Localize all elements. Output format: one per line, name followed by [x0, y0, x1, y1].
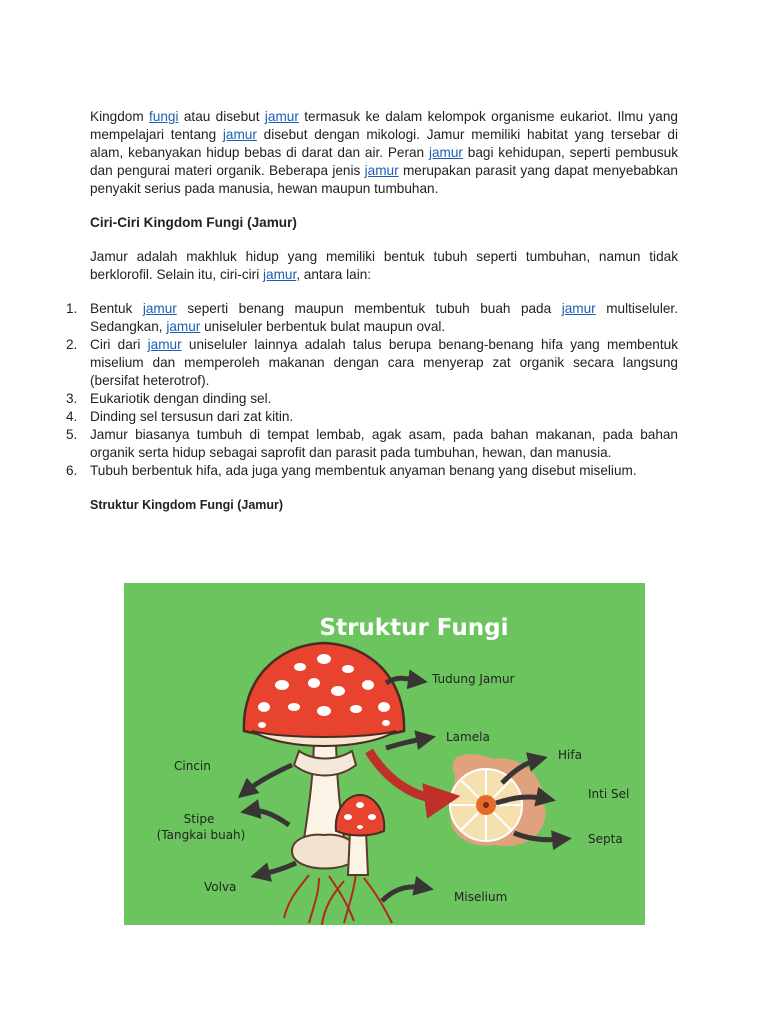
text: Jamur adalah makhluk hidup yang memiliki bentuk tubuh seperti tumbuhan, namun tidak berklorofil. Selain itu, ciri-ciri: [90, 249, 678, 282]
document-body: [66, 108, 679, 514]
label-septa: Septa: [588, 832, 623, 846]
link-jamur[interactable]: jamur: [364, 163, 399, 178]
small-cap: [336, 795, 384, 836]
text: bagi kehidupan, seperti pembusuk dan pengurai materi organik. Beberapa jenis: [90, 145, 678, 178]
list-number: 1.: [66, 301, 78, 316]
text: uniseluler lainnya adalah talus berupa benang-benang hifa yang membentuk miselium dan memperoleh makanan dengan cara menyerap zat organik secara langsung (bersifat heterotrof).: [90, 337, 678, 388]
text: disebut dengan mikologi. Jamur memiliki habitat yang tersebar di alam, kebanyakan hidup bebas di darat dan air. Peran: [90, 127, 679, 160]
text: Ciri dari: [90, 337, 148, 352]
ciri-paragraph: [90, 248, 678, 284]
link-jamur[interactable]: jamur: [147, 337, 182, 352]
text: Bentuk: [90, 301, 143, 316]
link-jamur[interactable]: jamur: [428, 145, 463, 160]
link-jamur[interactable]: jamur: [142, 301, 177, 316]
list-item: [66, 300, 678, 336]
label-hifa: Hifa: [558, 748, 582, 762]
text: merupakan parasit yang dapat menyebabkan penyakit serius pada manusia, hewan maupun tumbuhan.: [90, 163, 678, 196]
list-item: [66, 390, 678, 408]
text: atau disebut: [178, 109, 265, 124]
section-heading-struktur: Struktur Kingdom Fungi (Jamur): [90, 498, 284, 512]
list-item: [66, 426, 678, 462]
text: , antara lain:: [296, 267, 372, 282]
fungi-structure-figure: [124, 583, 645, 925]
label-tudung-jamur: Tudung Jamur: [432, 672, 515, 686]
nucleus-center: [483, 802, 489, 808]
link-jamur[interactable]: jamur: [561, 301, 596, 316]
list-item: [66, 336, 678, 390]
link-jamur[interactable]: jamur: [166, 319, 201, 334]
link-fungi[interactable]: fungi: [149, 109, 179, 124]
section-heading-ciri: Ciri-Ciri Kingdom Fungi (Jamur): [90, 215, 297, 230]
red-arrow: [369, 751, 446, 798]
text: multiseluler. Sedangkan,: [90, 301, 678, 334]
features-list: [66, 300, 678, 480]
text: Eukariotik dengan dinding sel.: [90, 391, 272, 406]
link-jamur[interactable]: jamur: [222, 127, 257, 142]
list-item: [66, 408, 678, 426]
text: seperti benang maupun membentuk tubuh buah pada: [176, 301, 562, 316]
link-jamur[interactable]: jamur: [264, 109, 299, 124]
text: Tubuh berbentuk hifa, ada juga yang membentuk anyaman benang yang disebut miselium.: [90, 463, 637, 478]
list-number: 5.: [66, 427, 78, 442]
text: termasuk ke dalam kelompok organisme eukariot. Ilmu yang mempelajari tentang: [90, 109, 678, 142]
text: Dinding sel tersusun dari zat kitin.: [90, 409, 294, 424]
label-cincin: Cincin: [174, 759, 211, 773]
mycelium-roots: [284, 873, 392, 925]
label-inti-sel: Inti Sel: [588, 787, 630, 801]
label-miselium: Miselium: [454, 890, 508, 904]
list-number: 3.: [66, 391, 78, 406]
label-tangkai-buah: (Tangkai buah): [156, 828, 246, 842]
fungi-diagram: [124, 583, 645, 925]
intro-paragraph: [90, 108, 678, 198]
label-volva: Volva: [204, 880, 237, 894]
label-lamela: Lamela: [446, 730, 490, 744]
text: Kingdom: [90, 109, 150, 124]
list-number: 4.: [66, 409, 78, 424]
list-number: 2.: [66, 337, 78, 352]
link-jamur[interactable]: jamur: [263, 267, 297, 282]
text: uniseluler berbentuk bulat maupun oval.: [200, 319, 446, 334]
text: Jamur biasanya tumbuh di tempat lembab, agak asam, pada bahan makanan, pada bahan organik serta hidup sebagai saprofit dan parasit pada tumbuhan, hewan, dan manusia.: [90, 427, 678, 460]
figure-title: Struktur Fungi: [319, 615, 509, 641]
list-number: 6.: [66, 463, 78, 478]
list-item: [66, 462, 678, 480]
small-stem: [348, 831, 368, 875]
label-stipe: Stipe: [183, 812, 215, 826]
